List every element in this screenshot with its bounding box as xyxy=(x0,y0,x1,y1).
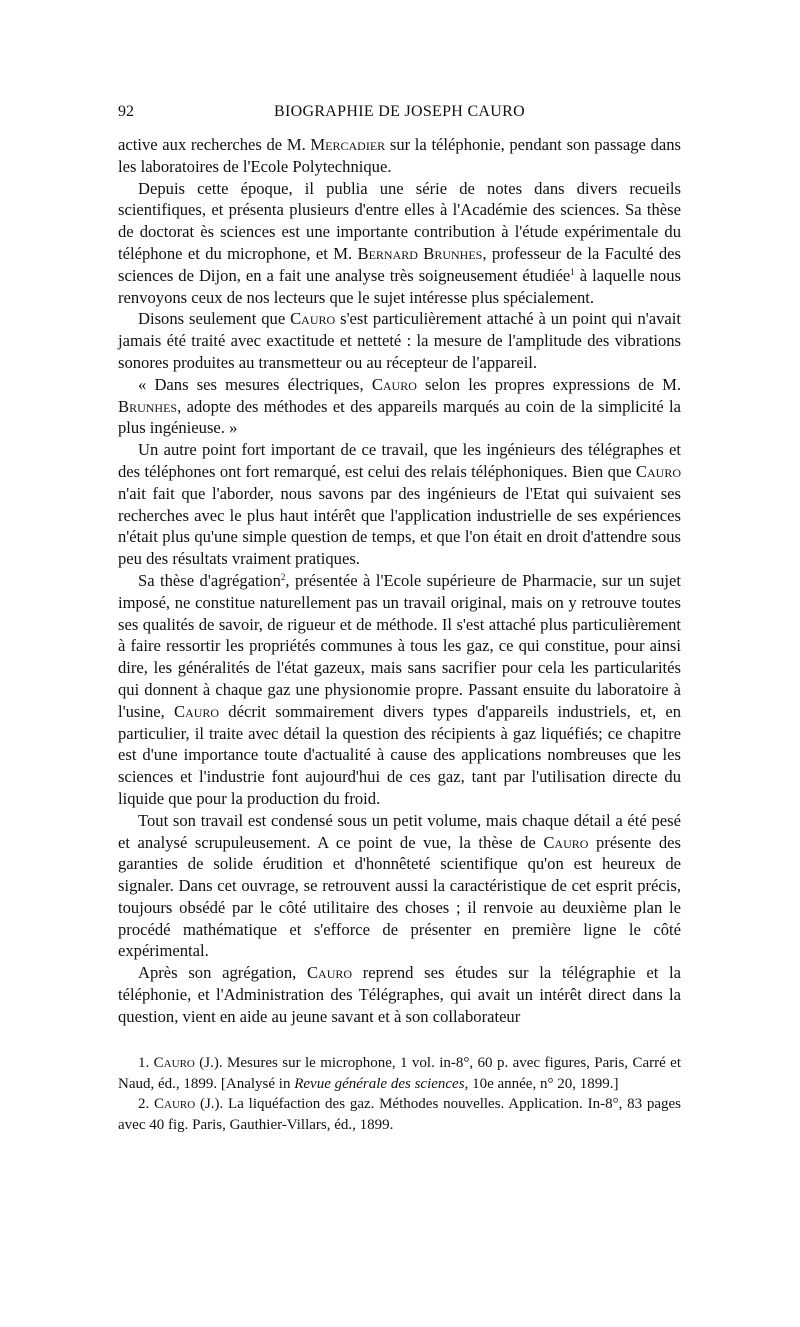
paragraph-6 xyxy=(118,570,681,810)
paragraph-text: Tout son travail est condensé sous un petit volume, mais chaque détail a été pesé et analysé scrupuleusement. A ce point de vue, la thèse de xyxy=(118,810,681,852)
paragraph-text: « Dans ses mesures électriques, xyxy=(138,374,372,394)
person-name: Cauro xyxy=(635,461,681,481)
paragraph-5 xyxy=(118,439,681,570)
footnote-marker: 2. xyxy=(138,1096,155,1112)
page-number: 92 xyxy=(118,103,134,120)
footnote-marker: 1. xyxy=(138,1055,154,1071)
paragraph-text: selon les propres expressions de M. xyxy=(416,374,681,394)
person-name: Cauro xyxy=(306,963,353,983)
paragraph-text: décrit sommairement divers types d'appareils industriels, et, en particulier, il traite avec détail la question des récipients à gaz liquéfiés; ce chapitre est d'une importance toute d'actualité à cause des applications nombreuses que les sciences et l'industrie font aujourd'hui de ces gaz, tant par l'utilisation directe du liquide que pour la production du froid. xyxy=(118,701,681,808)
paragraph-text: , présentée à l'Ecole supérieure de Pharmacie, sur un sujet imposé, ne constitue naturellement pas un travail original, mais on y retrouve toutes ses qualités de savoir, de rigueur et de méthode. Il s'est attaché plus particulièrement à faire ressortir les propriétés communes à tous les gaz, ce qui constitue, pour ainsi dire, les généralités de l'état gazeux, mais sans sacrifier pour cela les particularités qui donnent à chaque gaz une physionomie propre. Passant ensuite du laboratoire à l'usine, xyxy=(118,570,682,721)
paragraph-text: Depuis cette époque, il publia une série de notes dans divers recueils scientifiques, et présenta plusieurs d'entre elles à l'Académie des sciences. Sa thèse de doctorat ès sciences est une importante contribution à l'étude expérimentale du téléphone et du microphone, et M. xyxy=(118,178,681,263)
page-header xyxy=(118,100,681,124)
person-name: Cauro xyxy=(543,832,589,852)
paragraph-text: Disons seulement que xyxy=(138,309,291,329)
person-name: Cauro xyxy=(371,374,417,394)
footnote-text: , 10e année, n° 20, 1899.] xyxy=(464,1075,619,1092)
footnotes xyxy=(118,1053,681,1135)
paragraph-text: , adopte des méthodes et des appareils marqués au coin de la simplicité la plus ingénieuse. » xyxy=(118,396,681,438)
paragraph-text: Un autre point fort important de ce travail, que les ingénieurs des télégraphes et des téléphones ont fort remarqué, est celui des relais téléphoniques. Bien que xyxy=(118,440,681,481)
author-name: Cauro xyxy=(153,1055,195,1071)
footnote-text: (J.). Mesures sur le microphone, 1 vol. in-8°, 60 p. avec figures, Paris, Carré et Naud, éd., 1899. [Analysé in xyxy=(118,1055,682,1092)
running-title: BIOGRAPHIE DE JOSEPH CAURO xyxy=(274,103,525,120)
person-name: Mercadier xyxy=(310,135,386,154)
paragraph-text: présente des garanties de solide érudition et d'honnêteté scientifique qu'on est heureux de signaler. Dans cet ouvrage, se retrouvent aussi la caractéristique de cet esprit précis, toujours obsédé par le côté utilitaire des choses ; il renvoie au deuxième plan le procédé mathématique et s'efforce de présenter en première ligne le côté expérimental. xyxy=(118,832,681,961)
paragraph-7 xyxy=(118,810,681,963)
footnote-ref[interactable]: 2 xyxy=(280,571,286,582)
footnote-ref[interactable]: 1 xyxy=(570,266,575,277)
footnote-1 xyxy=(118,1053,681,1094)
paragraph-text: à laquelle nous renvoyons ceux de nos lecteurs que le sujet intéresse plus spécialement. xyxy=(118,265,681,307)
paragraph-text: Sa thèse d'agrégation xyxy=(138,570,281,590)
paragraph-2 xyxy=(118,178,681,309)
footnote-text: (J.). La liquéfaction des gaz. Méthodes nouvelles. Application. In-8°, 83 pages avec 40 fig. Paris, Gauthier-Villars, éd., 1899. xyxy=(118,1096,681,1133)
paragraph-4 xyxy=(118,374,681,439)
paragraph-1 xyxy=(118,134,681,178)
paragraph-text: Après son agrégation, xyxy=(138,963,307,983)
paragraph-text: , professeur de la Faculté des sciences de Dijon, en a fait une analyse très soigneusement étudiée xyxy=(118,243,681,285)
person-name: Cauro xyxy=(174,701,220,721)
paragraph-text: n'ait fait que l'aborder, nous savons par des ingénieurs de l'Etat qui suivaient ses recherches avec le plus haut intérêt que l'application industrielle de ses expériences n'était plus qu'une simple question de temps, et que l'on était en droit d'attendre sous peu des résultats vraiment pratiques. xyxy=(118,483,681,569)
person-name: Cauro xyxy=(290,309,336,329)
person-name: Bernard Brunhes xyxy=(357,243,483,263)
footnote-2 xyxy=(118,1094,681,1135)
paragraph-text: active aux recherches de M. xyxy=(118,135,311,154)
author-name: Cauro xyxy=(154,1096,196,1112)
paragraph-text: reprend ses études sur la télégraphie et la téléphonie, et l'Administration des Télégraphes, qui avait un intérêt direct dans la question, vient en aide au jeune savant et à son collaborateur xyxy=(118,963,681,1026)
paragraph-text: s'est particulièrement attaché à un point qui n'avait jamais été traité avec exactitude et netteté : la mesure de l'amplitude des vibrations sonores produites au transmetteur ou au récepteur de l'appareil. xyxy=(118,309,681,372)
paragraph-3 xyxy=(118,308,681,373)
body-text xyxy=(118,134,681,1028)
paragraph-8 xyxy=(118,962,681,1027)
paragraph-text: sur la téléphonie, pendant son passage dans les laboratoires de l'Ecole Polytechnique. xyxy=(118,135,681,176)
journal-title: Revue générale des sciences xyxy=(294,1075,465,1092)
person-name: Brunhes xyxy=(118,396,178,416)
